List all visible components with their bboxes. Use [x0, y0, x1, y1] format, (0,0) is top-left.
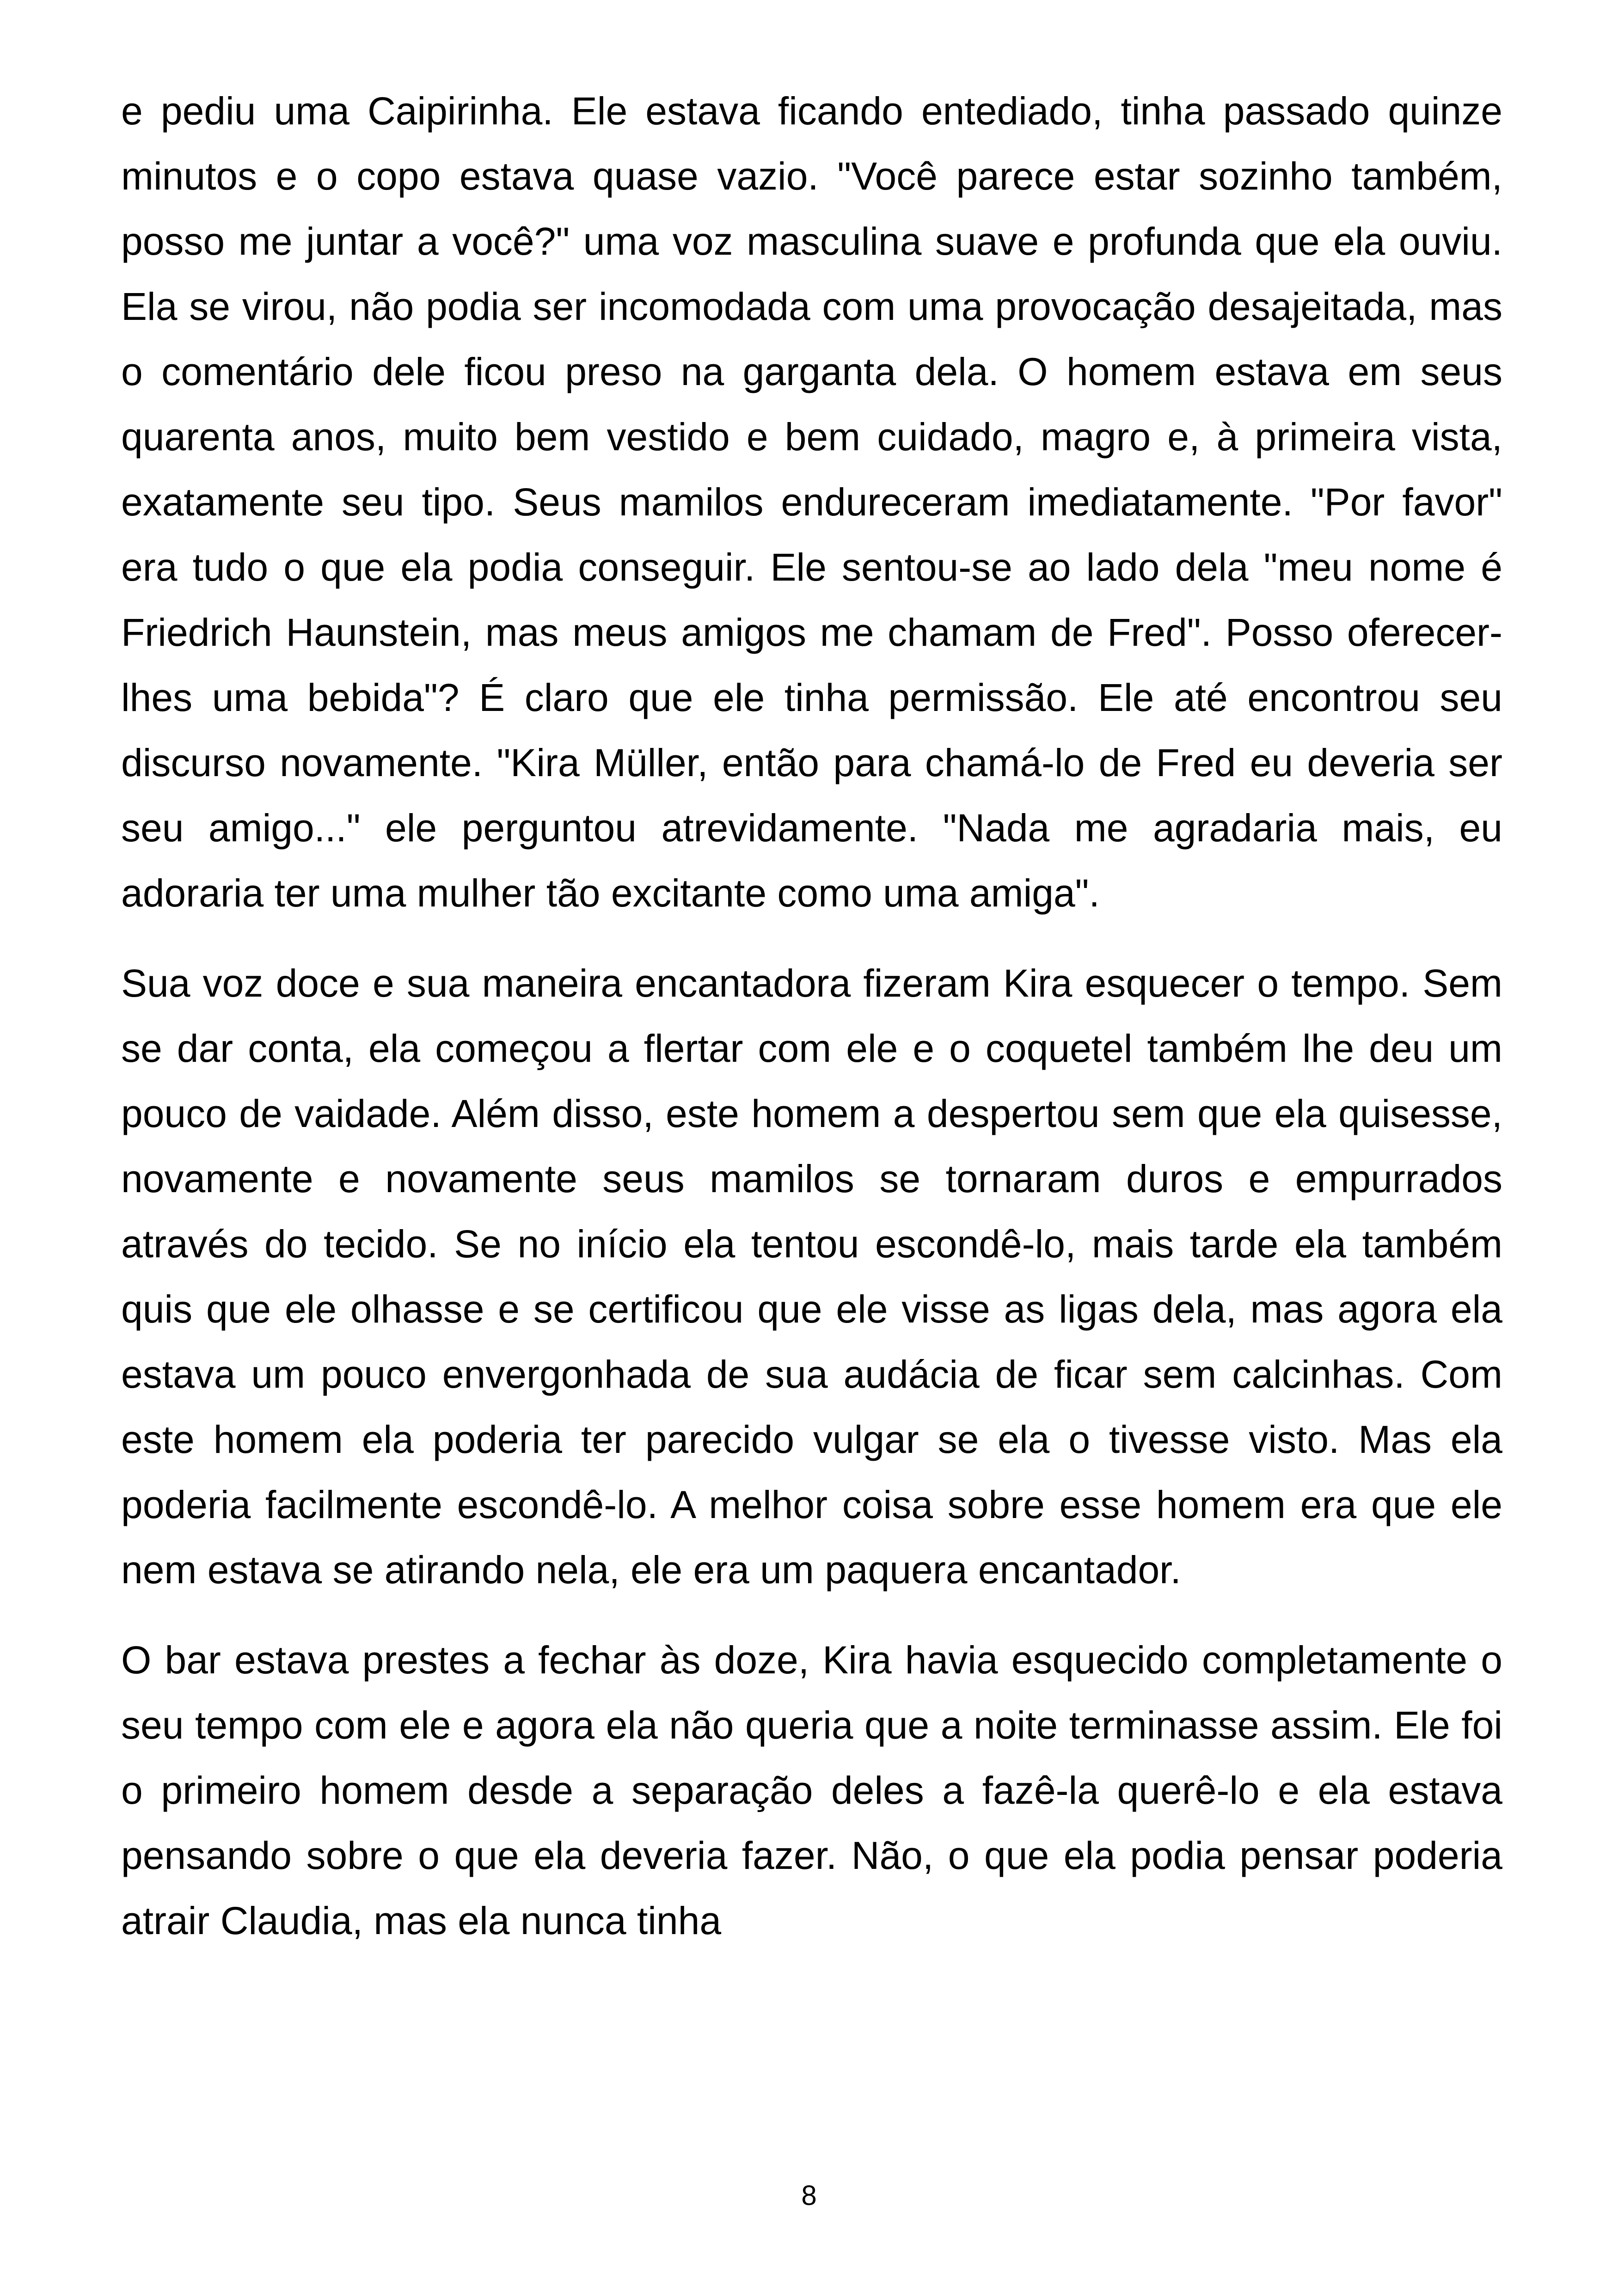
body-text — [121, 79, 1502, 1978]
paragraph: O bar estava prestes a fechar às doze, Kira havia esquecido completamente o seu tempo com ele e agora ela não queria que a noite terminasse assim. Ele foi o primeiro homem desde a separação deles a fazê-la querê-lo e ela estava pensando sobre o que ela deveria fazer. Não, o que ela podia pensar poderia atrair Claudia, mas ela nunca tinha — [121, 1638, 1502, 1942]
page-number: 8 — [801, 2180, 817, 2211]
paragraph: Sua voz doce e sua maneira encantadora fizeram Kira esquecer o tempo. Sem se dar conta, ela começou a flertar com ele e o coquetel também lhe deu um pouco de vaidade. Além disso, este homem a despertou sem que ela quisesse, novamente e novamente seus mamilos se tornaram duros e empurrados através do tecido. Se no início ela tentou escondê-lo, mais tarde ela também quis que ele olhasse e se certificou que ele visse as ligas dela, mas agora ela estava um pouco envergonhada de sua audácia de ficar sem calcinhas. Com este homem ela poderia ter parecido vulgar se ela o tivesse visto. Mas ela poderia facilmente escondê-lo. A melhor coisa sobre esse homem era que ele nem estava se atirando nela, ele era um paquera encantador. — [121, 961, 1502, 1592]
paragraph: e pediu uma Caipirinha. Ele estava ficando entediado, tinha passado quinze minutos e o copo estava quase vazio. "Você parece estar sozinho também, posso me juntar a você?" uma voz masculina suave e profunda que ela ouviu. Ela se virou, não podia ser incomodada com uma provocação desajeitada, mas o comentário dele ficou preso na garganta dela. O homem estava em seus quarenta anos, muito bem vestido e bem cuidado, magro e, à primeira vista, exatamente seu tipo. Seus mamilos endureceram imediatamente. "Por favor" era tudo o que ela podia conseguir. Ele sentou-se ao lado dela "meu nome é Friedrich Haunstein, mas meus amigos me chamam de Fred". Posso oferecer-lhes uma bebida"? É claro que ele tinha permissão. Ele até encontrou seu discurso novamente. "Kira Müller, então para chamá-lo de Fred eu deveria ser seu amigo..." ele perguntou atrevidamente. "Nada me agradaria mais, eu adoraria ter uma mulher tão excitante como uma amiga". — [121, 89, 1502, 915]
